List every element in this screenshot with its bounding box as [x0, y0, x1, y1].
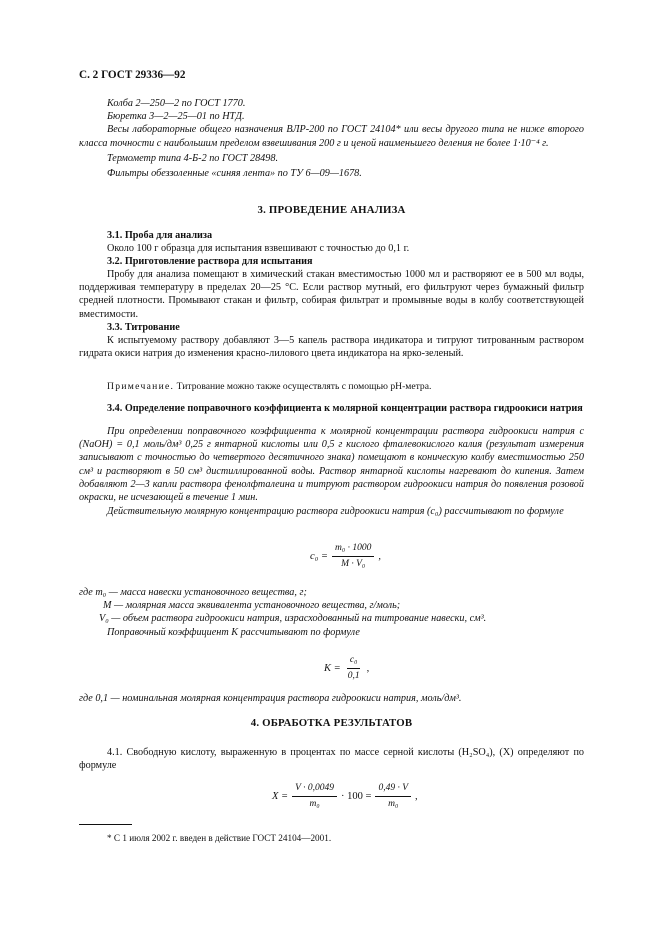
equipment-item: Фильтры обеззоленные «синяя лента» по ТУ 6—09—1678. — [107, 168, 362, 180]
where-list-1 — [79, 586, 584, 626]
subsection-3-4-title: 3.4. Определение поправочного коэффициента к молярной концентрации раствора гидроокиси натрия — [107, 403, 583, 414]
equipment-item: Весы лабораторные общего назначения ВЛР-200 по ГОСТ 24104* или весы другого типа не ниже второго класса точности с наибольшим пределом взвешивания 200 г и ценой наименьшего деления не более 1·10⁻⁴ г. — [79, 124, 584, 149]
formula-x-numerator-2: 0,49 · V — [375, 782, 411, 797]
formula-k-numerator: c₀ — [347, 654, 361, 669]
formula-k — [324, 654, 369, 683]
note-text: Титрование можно также осуществлять с помощью рН-метра. — [174, 381, 432, 392]
where-item: M — молярная масса эквивалента установочного вещества, г/моль; — [103, 600, 401, 612]
formula-x-denominator-2: m₀ — [388, 799, 399, 810]
formula-x — [272, 782, 418, 811]
formula-k-fraction — [345, 654, 363, 683]
subsection-3-4-text: При определении поправочного коэффициента к молярной концентрации раствора гидроокиси натрия с (NaOH) = 0,1 моль/дм³ 0,25 г янтарной кислоты или 0,5 г кислого фталевокислого калия (результат измерения записывают с точностью до четвертого десятичного знака) помещают в коническую колбу вместимостью 250 см³ и растворяют в 50 см³ дистиллированной воды. Раствор янтарной кислоты нагревают до кипения. Затем добавляют 2—3 капли раствора фенолфталеина и титруют раствором гидроокиси натрия до появления розовой окраски, не исчезающей в течение 1 мин. — [79, 426, 584, 504]
formula-x-fraction-2 — [375, 782, 411, 811]
concentration-text: Действительную молярную концентрацию раствора гидроокиси натрия (c₀) рассчитывают по формуле — [107, 506, 564, 517]
footnote-divider — [79, 824, 132, 825]
formula-x-middle: · 100 = — [341, 791, 372, 803]
formula-x-denominator-1: m₀ — [309, 799, 320, 810]
subsection-3-3-title: 3.3. Титрование — [107, 322, 180, 333]
formula-x-lhs: X = — [272, 791, 289, 803]
formula-k-lhs: K = — [324, 663, 341, 675]
subsection-3-2-text: Пробу для анализа помещают в химический стакан вместимостью 1000 мл и растворяют ее в 500 мл воды, поддерживая температуру в пределах 20—25 °С. Если раствор мутный, его фильтруют через бумажный фильтр средней плотности. Промывают стакан и фильтр, собирая фильтрат и промывные воды в колбу соответствующей вместимости. — [79, 269, 584, 320]
subsection-3-1-title: 3.1. Проба для анализа — [107, 230, 213, 241]
formula-x-numerator-1: V · 0,0049 — [292, 782, 337, 797]
formula-c0-tail: , — [378, 551, 381, 563]
equipment-item: Термометр типа 4-Б-2 по ГОСТ 28498. — [107, 152, 278, 164]
formula-k-denominator: 0,1 — [347, 671, 360, 682]
note-label: Примечание. — [107, 381, 175, 392]
formula-k-tail: , — [366, 663, 370, 675]
formula-c0-fraction — [332, 542, 374, 571]
coefficient-text: Поправочный коэффициент K рассчитывают по формуле — [107, 627, 360, 638]
footnote: * С 1 июля 2002 г. введен в действие ГОСТ 24104—2001. — [107, 833, 332, 843]
subsection-3-3-text: К испытуемому раствору добавляют 3—5 капель раствора индикатора и титруют титрованным раствором гидрата окиси натрия до изменения красно-лилового цвета индикатора на ярко-зеленый. — [79, 335, 584, 360]
subsection-3-1-text: Около 100 г образца для испытания взвешивают с точностью до 0,1 г. — [107, 243, 410, 254]
where-item: где m₀ — масса навески установочного вещества, г; — [79, 587, 307, 598]
formula-c0-numerator: m₀ · 1000 — [332, 542, 374, 557]
formula-x-fraction-1 — [292, 782, 337, 811]
equipment-item: Бюретка 3—2—25—01 по НТД. — [107, 111, 245, 123]
equipment-list — [79, 97, 584, 180]
subsection-3-2-title: 3.2. Приготовление раствора для испытания — [107, 256, 313, 267]
where-item: V₀ — объем раствора гидроокиси натрия, израсходованный на титрование навески, см³. — [99, 613, 487, 625]
section-3-title: 3. ПРОВЕДЕНИЕ АНАЛИЗА — [257, 204, 406, 216]
formula-c0-lhs: c₀ = — [310, 551, 329, 563]
equipment-item: Колба 2—250—2 по ГОСТ 1770. — [107, 98, 246, 109]
formula-c0-denominator: M · V₀ — [341, 559, 366, 570]
formula-c0 — [310, 542, 381, 571]
note — [79, 380, 584, 393]
formula-x-tail: , — [415, 791, 418, 803]
subsection-4-1-text: 4.1. Свободную кислоту, выраженную в процентах по массе серной кислоты (H₂SO₄), (X) определяют по формуле — [79, 747, 584, 772]
section-4-title: 4. ОБРАБОТКА РЕЗУЛЬТАТОВ — [250, 717, 413, 729]
page-header: С. 2 ГОСТ 29336—92 — [79, 69, 186, 81]
where-list-2: где 0,1 — номинальная молярная концентрация раствора гидроокиси натрия, моль/дм³. — [79, 693, 462, 704]
